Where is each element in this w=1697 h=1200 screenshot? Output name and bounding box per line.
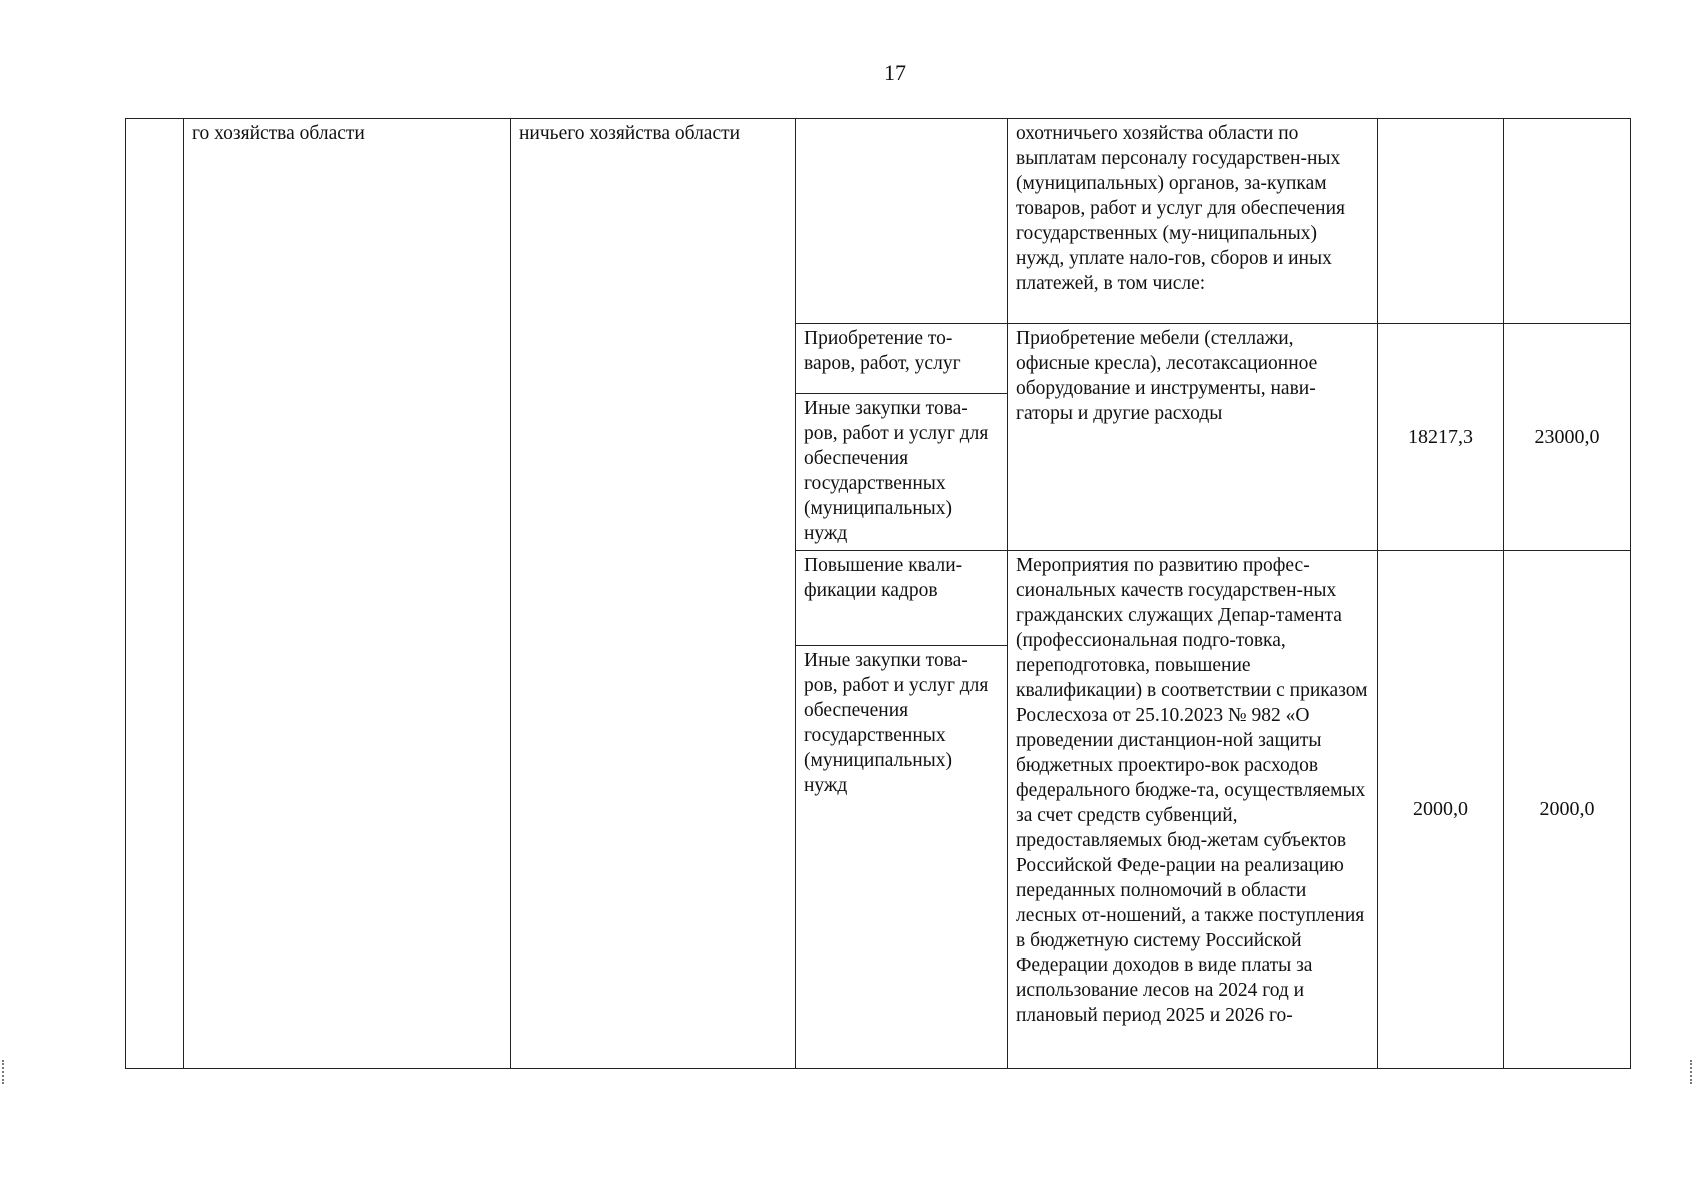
executor-cell: ничьего хозяйства области <box>511 119 796 1069</box>
program-name-cell: го хозяйства области <box>184 119 511 1069</box>
value-2024-cell: 18217,3 <box>1378 324 1504 551</box>
scan-edge-mark-left <box>2 1060 6 1084</box>
value-2024-cell: 2000,0 <box>1378 551 1504 1069</box>
row-number-cell <box>126 119 184 1069</box>
item-cell: Повышение квали-фикации кадров <box>796 551 1008 646</box>
subitem-cell: Иные закупки това-ров, работ и услуг для обеспечения государственных (муниципальных) нужд <box>796 394 1008 551</box>
value-2024-cell <box>1378 119 1504 324</box>
budget-table <box>125 118 1631 1069</box>
description-cell: Мероприятия по развитию профес-сиональных качеств государствен-ных гражданских служащих Депар-тамента (профессиональная подго-товка, переподготовка, повышение квалификации) в соответствии с приказом Рослесхоза от 25.10.2023 № 982 «О проведении дистанцион-ной защиты бюджетных проектиро-вок расходов федерального бюдже-та, осуществляемых за счет средств субвенций, предоставляемых бюд-жетам субъектов Российской Феде-рации на реализацию переданных полномочий в области лесных от-ношений, а также поступления в бюджетную систему Российской Федерации доходов в виде платы за использование лесов на 2024 год и плановый период 2025 и 2026 го- <box>1008 551 1378 1069</box>
subitem-cell: Иные закупки това-ров, работ и услуг для обеспечения государственных (муниципальных) нужд <box>796 646 1008 1069</box>
description-cell: охотничьего хозяйства области по выплатам персоналу государствен-ных (муниципальных) органов, за-купкам товаров, работ и услуг для обеспечения государственных (му-ниципальных) нужд, уплате нало-гов, сборов и иных платежей, в том числе: <box>1008 119 1378 324</box>
table-row <box>126 119 1631 324</box>
description-cell: Приобретение мебели (стеллажи, офисные кресла), лесотаксационное оборудование и инструменты, нави-гаторы и другие расходы <box>1008 324 1378 551</box>
item-cell <box>796 119 1008 324</box>
value-2025-cell: 23000,0 <box>1504 324 1631 551</box>
value-2025-cell: 2000,0 <box>1504 551 1631 1069</box>
value-2025-cell <box>1504 119 1631 324</box>
item-cell: Приобретение то-варов, работ, услуг <box>796 324 1008 394</box>
page-number: 17 <box>884 60 906 85</box>
scan-edge-mark-right <box>1690 1060 1694 1084</box>
